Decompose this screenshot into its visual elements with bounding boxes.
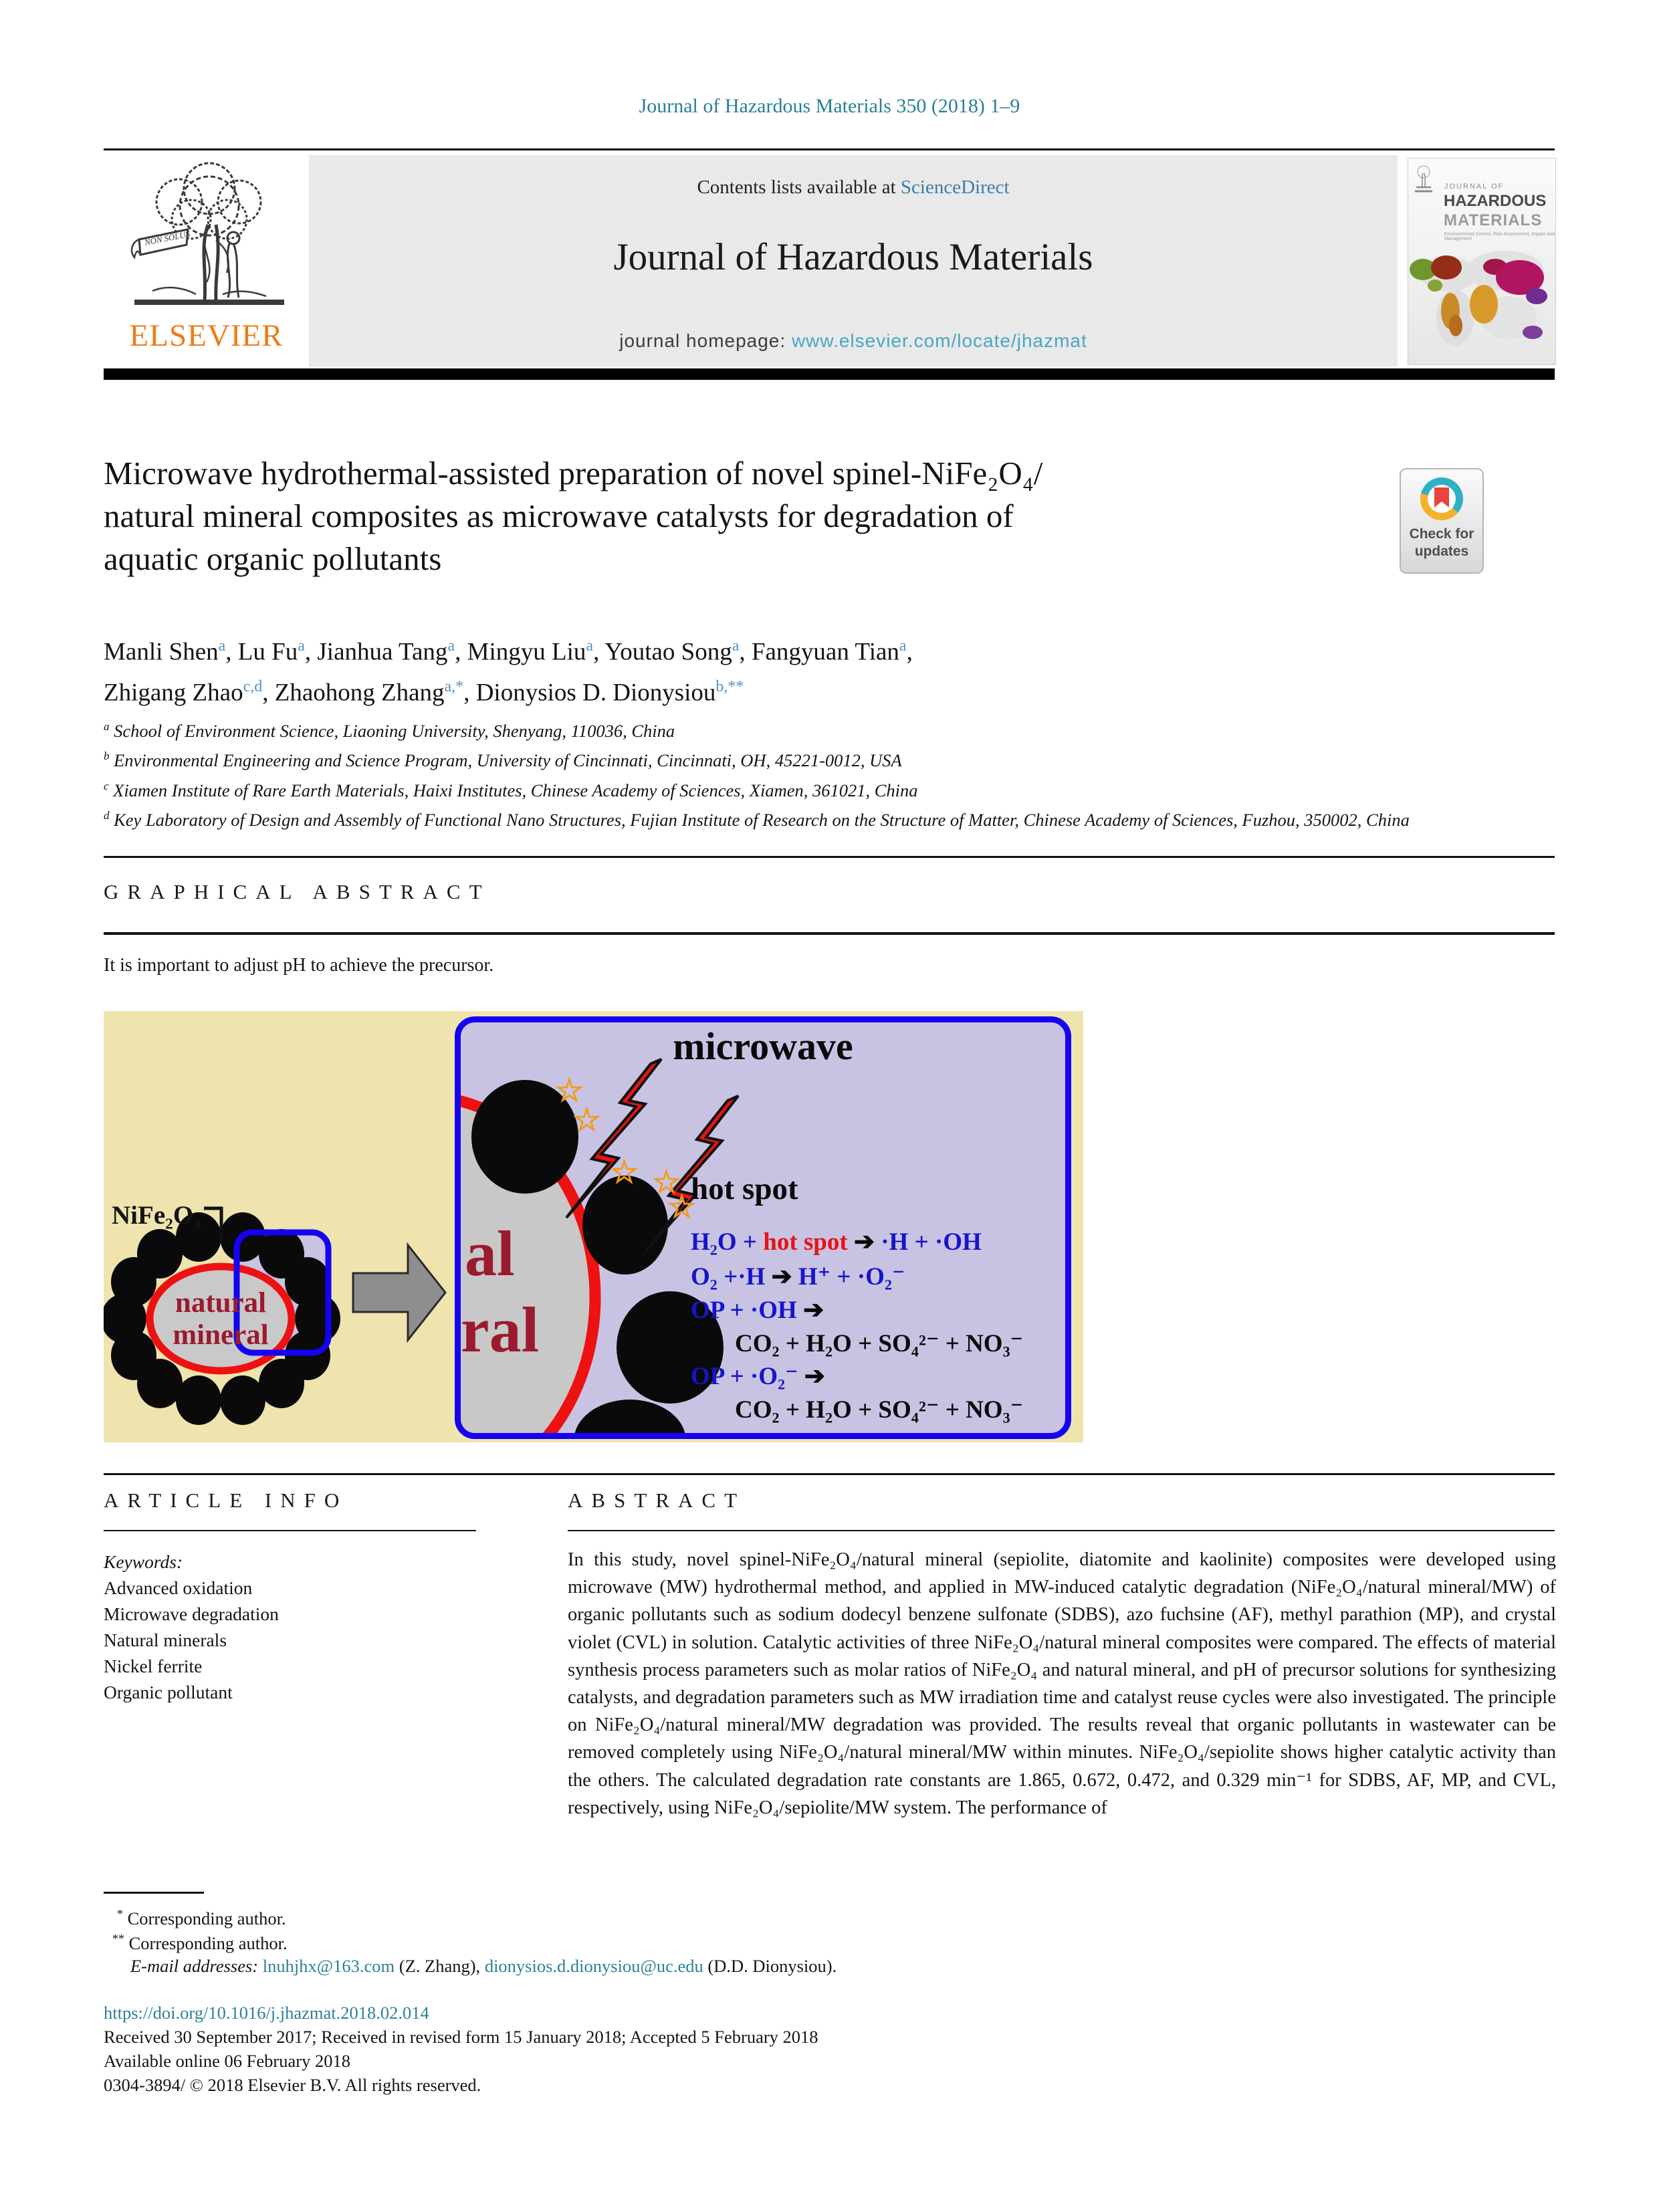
mineral-word: mineral [173, 1319, 269, 1351]
affil-sup: b [104, 750, 110, 763]
divider [104, 856, 1555, 858]
issn-copyright: 0304-3894/ © 2018 Elsevier B.V. All rights reserved. [104, 2075, 481, 2095]
nife2o4-label: NiFe₂O₄ [112, 1201, 201, 1230]
available-online: Available online 06 February 2018 [104, 2051, 350, 2071]
author-affil-sup: c,d [243, 678, 263, 696]
issue-line: Journal of Hazardous Materials 350 (2018) 1–9 [639, 95, 1020, 117]
author-separator: , [455, 638, 467, 666]
author-name: Fangyuan Tian [751, 638, 899, 666]
affiliation-d [104, 803, 1555, 833]
cover-mini-elsevier-logo [1414, 164, 1434, 195]
author-affil-sup: a,* [444, 678, 464, 696]
contents-line [309, 177, 1398, 199]
badge-label-line1: Check for [1409, 526, 1474, 542]
author-line-2 [104, 669, 1441, 710]
graphical-abstract-caption: It is important to adjust pH to achieve the precursor. [104, 955, 494, 976]
email-tail: (Z. Zhang), [395, 1956, 485, 1976]
author-separator: , [463, 679, 476, 707]
eq-term: H⁺ + ·O₂⁻ [798, 1263, 905, 1291]
eq-term-hotspot: hot spot [763, 1228, 848, 1256]
author-name: Manli Shen [104, 638, 219, 666]
doi-link[interactable]: https://doi.org/10.1016/j.jhazmat.2018.02.014 [104, 2003, 429, 2023]
masthead-black-bar [104, 368, 1555, 380]
hotspot-star-icon: ☆ [555, 1073, 584, 1109]
eq-term: OP + ·OH [691, 1297, 797, 1324]
badge-label [1401, 526, 1482, 560]
sciencedirect-link[interactable]: ScienceDirect [900, 177, 1010, 198]
divider [104, 148, 1555, 150]
hotspot-star-icon: ☆ [610, 1155, 639, 1190]
natural-word: natural [175, 1287, 267, 1319]
homepage-link[interactable]: www.elsevier.com/locate/jhazmat [791, 330, 1087, 351]
cover-title-line2: MATERIALS [1444, 211, 1543, 229]
eq-term: ·H + ·OH [881, 1228, 982, 1256]
footnote-text: Corresponding author. [124, 1932, 288, 1953]
arrow-icon: ➔ [847, 1228, 881, 1256]
affiliation-a [104, 714, 1555, 744]
author-name: Dionysios D. Dionysiou [475, 679, 716, 707]
author-affil-sup: a [218, 637, 226, 655]
footnote-marker: ** [112, 1932, 124, 1945]
graphical-abstract-header: GRAPHICAL ABSTRACT [104, 880, 491, 903]
reaction-equation-6: CO₂ + H₂O + SO₄²⁻ + NO₃⁻ [735, 1396, 1024, 1424]
author-list [104, 629, 1441, 711]
arrow-icon: ➔ [796, 1297, 824, 1324]
author-name: Zhaohong Zhang [274, 679, 445, 707]
masthead-box [309, 155, 1398, 366]
eq-term: H₂O + [691, 1228, 764, 1256]
check-for-updates-badge[interactable] [1400, 468, 1484, 574]
divider [104, 1530, 476, 1531]
cover-subtitle: Environmental Control, Risk Assessment, Impact and Management [1444, 232, 1555, 241]
abstract-text: In this study, novel spinel-NiFe₂O₄/natural mineral (sepiolite, diatomite and kaolinite) composites were developed using microwave (MW) hydrothermal method, and applied in MW-induced catalytic degradation (NiFe₂O₄/natural mineral/MW) of organic pollutants such as sodium dodecyl benzene sulfonate (SDBS), azo fuchsine (AF), methyl parathion (MP), and crystal violet (CVL) in solution. Catalytic activities of three NiFe₂O₄/natural mineral composites were compared. The effects of material synthesis process parameters such as molar ratios of NiFe₂O₄ and natural mineral, and pH of precursor solutions for synthesizing catalysts, and degradation parameters such as MW irradiation time and catalyst reuse cycles were also investigated. The principle on NiFe₂O₄/natural mineral/MW degradation was provided. The results reveal that organic pollutants in wastewater can be removed completely using NiFe₂O₄/natural mineral/MW within minutes. NiFe₂O₄/sepiolite shows higher catalytic activity than the others. The calculated degradation rate constants are 1.865, 0.672, 0.472, and 0.329 min⁻¹ for SDBS, AF, MP, and CVL, respectively, using NiFe₂O₄/sepiolite/MW system. The performance of [568, 1549, 1556, 1818]
keywords-block [104, 1549, 532, 1705]
abstract-header: ABSTRACT [568, 1488, 746, 1512]
article-title [104, 452, 1374, 580]
magnified-text-fragment: ral [461, 1294, 540, 1365]
author-affil-sup: a [732, 637, 740, 655]
microwave-label: microwave [673, 1024, 853, 1068]
reaction-equation-1 [691, 1227, 982, 1256]
homepage-line [309, 330, 1398, 352]
author-affil-sup: a [298, 637, 305, 655]
footnote-text: Corresponding author. [123, 1908, 286, 1928]
homepage-prefix: journal homepage: [619, 330, 792, 351]
check-updates-icon [1420, 477, 1463, 520]
title-line-3: aquatic organic pollutants [104, 540, 442, 577]
affil-sup: c [104, 779, 109, 792]
author-affil-sup: a [586, 637, 594, 655]
keyword: Organic pollutant [104, 1682, 233, 1702]
non-solus-banner-text: NON SOLUS [143, 229, 191, 247]
received-dates: Received 30 September 2017; Received in revised form 15 January 2018; Accepted 5 February 2018 [104, 2027, 818, 2047]
author-affil-sup: b,** [715, 678, 744, 696]
author-separator: , [304, 638, 318, 666]
keyword: Microwave degradation [104, 1603, 279, 1624]
contents-prefix: Contents lists available at [697, 177, 901, 198]
author-separator: , [593, 638, 605, 666]
author-separator: , [739, 638, 752, 666]
divider [568, 1530, 1555, 1531]
affil-sup: a [104, 720, 110, 733]
title-line-1: Microwave hydrothermal-assisted preparation of novel spinel-NiFe₂O₄/ [104, 455, 1043, 491]
natural-mineral-label [130, 1287, 311, 1351]
title-line-2: natural mineral composites as microwave catalysts for degradation of [104, 497, 1014, 534]
reaction-equation-2 [691, 1261, 905, 1291]
affil-text: Environmental Engineering and Science Program, University of Cincinnati, Cincinnati, OH, 45221-0012, USA [109, 750, 902, 771]
affil-text: School of Environment Science, Liaoning University, Shenyang, 110036, China [109, 720, 675, 741]
arrow-icon: ➔ [765, 1263, 798, 1291]
journal-cover-thumbnail[interactable] [1408, 158, 1556, 365]
corresponding-author-note-2 [112, 1932, 288, 1954]
hot-spot-label: hot spot [691, 1172, 798, 1206]
transform-arrow-icon [353, 1245, 445, 1340]
author-name: Mingyu Liu [467, 638, 586, 666]
magnified-view-box [455, 1016, 1071, 1439]
email-link[interactable]: lnuhjhx@163.com [262, 1956, 395, 1976]
cover-title-line1: HAZARDOUS [1444, 192, 1547, 210]
hotspot-star-icon: ☆ [652, 1165, 681, 1200]
hotspot-star-icon: ☆ [572, 1103, 602, 1138]
keyword: Advanced oxidation [104, 1577, 253, 1598]
author-name: Lu Fu [237, 638, 298, 666]
elsevier-tree-logo [116, 160, 303, 318]
hotspot-star-icon: ☆ [667, 1190, 697, 1225]
affiliation-c [104, 774, 1555, 803]
affiliation-b [104, 744, 1555, 773]
author-name: Youtao Song [604, 638, 732, 666]
author-affil-sup: a [447, 637, 455, 655]
cover-journal-of: JOURNAL OF [1444, 183, 1505, 191]
reaction-equation-5 [691, 1361, 825, 1391]
graphical-abstract-figure [104, 1011, 1083, 1442]
cover-world-map [1408, 237, 1555, 364]
email-tail: (D.D. Dionysiou). [703, 1956, 837, 1976]
footnote-marker: * [117, 1907, 123, 1920]
author-separator: , [906, 638, 913, 666]
keyword: Natural minerals [104, 1630, 227, 1650]
author-name: Jianhua Tang [317, 638, 448, 666]
publisher-logo-area [104, 155, 309, 366]
divider [104, 1473, 1555, 1475]
author-separator: , [225, 638, 238, 666]
author-affil-sup: a [899, 637, 907, 655]
masthead-journal-title: Journal of Hazardous Materials [613, 236, 1093, 278]
arrow-icon: ➔ [798, 1363, 825, 1390]
bookmark-icon [1434, 487, 1449, 508]
eq-term: OP + ·O₂⁻ [691, 1363, 798, 1390]
eq-term: O₂ +·H [691, 1263, 766, 1291]
email-addresses-line [130, 1956, 837, 1977]
affil-sup: d [104, 808, 110, 822]
author-separator: , [262, 679, 275, 707]
elsevier-wordmark: ELSEVIER [129, 318, 284, 353]
keywords-label: Keywords: [104, 1551, 183, 1572]
divider [104, 932, 1555, 935]
article-info-header: ARTICLE INFO [104, 1488, 348, 1512]
affil-text: Xiamen Institute of Rare Earth Materials, Haixi Institutes, Chinese Academy of Sciences, Xiamen, 361021, China [108, 780, 918, 800]
author-line-1 [104, 629, 1441, 669]
reaction-equation-4: CO₂ + H₂O + SO₄²⁻ + NO₃⁻ [735, 1330, 1024, 1357]
keyword: Nickel ferrite [104, 1656, 203, 1676]
badge-label-line2: updates [1414, 544, 1469, 559]
affil-text: Key Laboratory of Design and Assembly of Functional Nano Structures, Fujian Institute of Research on the Structure of Matter, Chinese Academy of Sciences, Fuzhou, 350002, China [109, 809, 1410, 830]
footnote-divider [104, 1892, 204, 1894]
magnified-text-fragment: al [465, 1218, 515, 1289]
affiliations [104, 714, 1555, 833]
author-name: Zhigang Zhao [104, 679, 243, 707]
corresponding-author-note-1 [117, 1907, 286, 1929]
email-label: E-mail addresses: [130, 1956, 259, 1976]
email-link[interactable]: dionysios.d.dionysiou@uc.edu [484, 1956, 703, 1976]
reaction-equation-3 [691, 1295, 824, 1325]
